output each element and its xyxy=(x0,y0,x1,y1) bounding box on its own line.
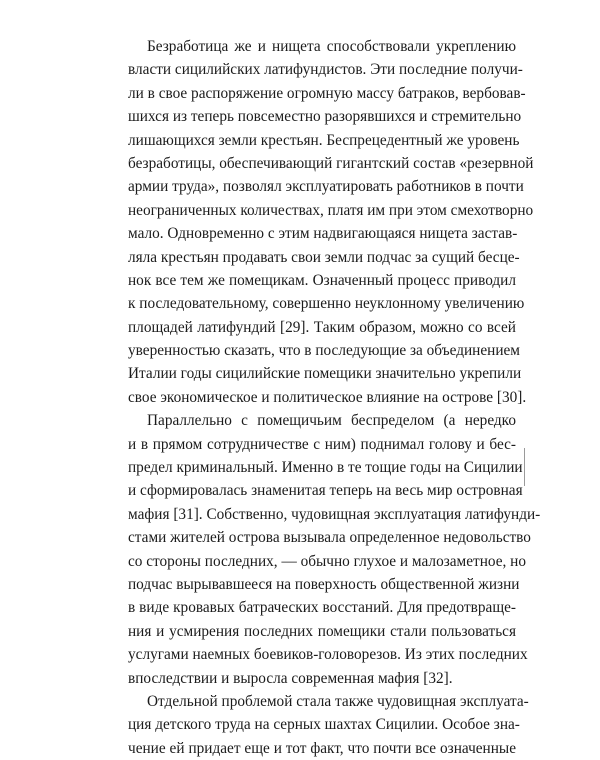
text-line: шихся из теперь повсеместно разорявшихся и стремительно xyxy=(128,108,522,126)
text-line: армии труда», позволял эксплуатировать работников в почти xyxy=(128,178,524,196)
text-line: власти сицилийских латифундистов. Эти последние получи- xyxy=(128,61,523,79)
text-line: мало. Одновременно с этим надвигающаяся нищета застав- xyxy=(128,225,518,243)
text-line: и в прямом сотрудничестве с ним) поднимал голову и бес- xyxy=(128,435,516,453)
text-line: мафия [31]. Собственно, чудовищная эксплуатация латифунди- xyxy=(128,505,541,523)
text-line: подчас вырывавшееся на поверхность общественной жизни xyxy=(128,575,520,593)
text-line: ция детского труда на серных шахтах Сицилии. Особое зна- xyxy=(128,716,520,734)
text-line: чение ей придает еще и тот факт, что почти все означенные xyxy=(128,739,516,757)
text-line: к последовательному, совершенно неуклонному увеличению xyxy=(128,295,525,313)
paragraph xyxy=(128,409,541,690)
text-line: уверенностью сказать, что в последующие за объединением xyxy=(128,342,520,360)
text-line: нок все тем же помещикам. Означенный процесс приводил xyxy=(128,271,516,289)
text-line: Отдельной проблемой стала также чудовищная эксплуата- xyxy=(147,692,529,710)
text-line: Параллельно с помещичьим беспределом (а нередко xyxy=(147,412,516,430)
text-line: предел криминальный. Именно в те тощие годы на Сицилии xyxy=(128,459,523,477)
text-line: и сформировалась знаменитая теперь на весь мир островная xyxy=(128,482,523,500)
text-line: свое экономическое и политическое влияние на острове [30]. xyxy=(128,388,527,406)
text-line: стами жителей острова вызывала определенное недовольство xyxy=(128,529,531,547)
text-line: ния и усмирения последних помещики стали пользоваться xyxy=(128,622,516,640)
text-line: услугами наемных боевиков-головорезов. Из этих последних xyxy=(128,646,528,664)
text-line: Безработица же и нищета способствовали укреплению xyxy=(147,38,516,55)
page-body-text xyxy=(128,35,541,760)
text-line: безработицы, обеспечивающий гигантский состав «резервной xyxy=(128,154,534,172)
text-line: лишающихся земли крестьян. Беспрецедентный же уровень xyxy=(128,131,520,149)
text-line: площадей латифундий [29]. Таким образом, можно со всей xyxy=(128,318,516,336)
text-line: со стороны последних, — обычно глухое и малозаметное, но xyxy=(128,552,526,570)
text-line: впоследствии и выросла современная мафия [32]. xyxy=(128,669,453,687)
text-line: Италии годы сицилийские помещики значительно укрепили xyxy=(128,365,522,383)
scan-edge-mark xyxy=(524,448,525,486)
text-line: неограниченных количествах, платя им при этом смехотворно xyxy=(128,201,534,219)
text-line: ли в свое распоряжение огромную массу батраков, вербовав- xyxy=(128,84,526,102)
text-line: ляла крестьян продавать свои земли подчас за сущий бесце- xyxy=(128,248,520,266)
text-line: в виде кровавых батраческих восстаний. Для предотвраще- xyxy=(128,599,516,617)
paragraph xyxy=(128,35,534,409)
paragraph xyxy=(128,690,529,760)
